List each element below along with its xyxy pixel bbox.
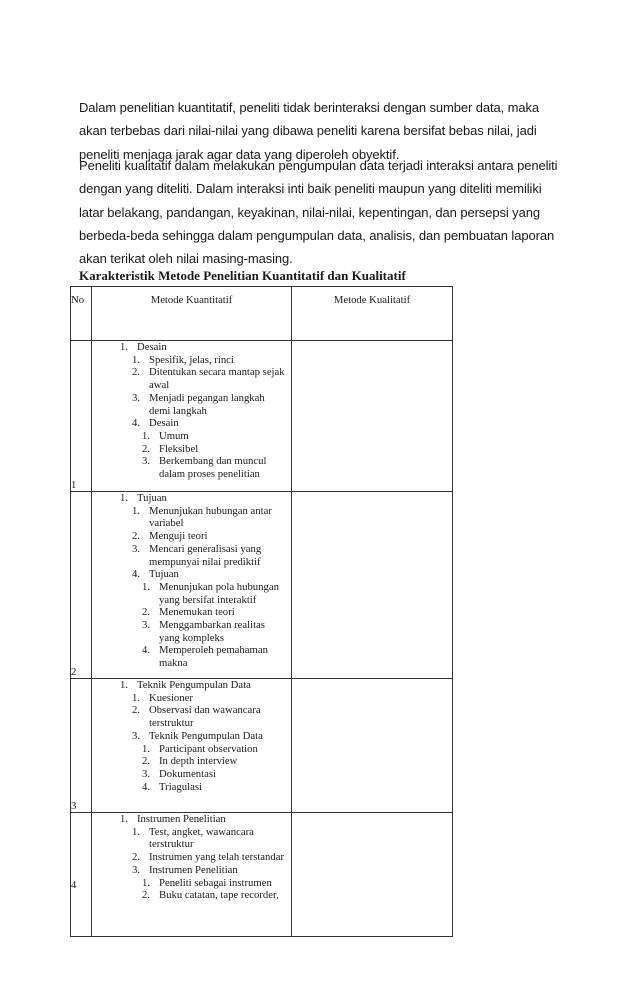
paragraph-line: Peneliti kualitatif dalam melakukan pengumpulan data terjadi interaksi antara peneliti <box>79 158 558 173</box>
table-header-row <box>71 287 453 341</box>
list-item-text: Instrumen Penelitian <box>149 863 238 876</box>
list-item-number: 4. <box>142 780 151 793</box>
list-item-text: yang bersifat interaktif <box>159 593 257 606</box>
list-item <box>92 568 291 581</box>
table-body <box>71 341 453 937</box>
list-item-text: makna <box>159 657 188 670</box>
list-item-text: Desain <box>149 417 179 430</box>
list-item <box>92 430 291 443</box>
list-item-text: Menggambarkan realitas <box>159 619 265 632</box>
paragraph-line: latar belakang, pandangan, keyakinan, nilai-nilai, kepentingan, dan persepsi yang <box>79 204 540 220</box>
list-item <box>92 366 291 379</box>
list-item-number: 1. <box>142 429 151 442</box>
list-item <box>92 581 291 594</box>
row-number: 4 <box>71 813 92 937</box>
list-item <box>92 417 291 430</box>
list-item <box>92 679 291 692</box>
list-item-text: Instrumen Penelitian <box>137 813 226 825</box>
list-item-number: 1. <box>142 742 151 755</box>
list-item <box>92 341 291 354</box>
list-item-text: Menguji teori <box>149 530 208 543</box>
paragraph-line: Dalam penelitian kuantitatif, peneliti tidak berinteraksi dengan sumber data, maka <box>79 100 540 115</box>
list-item <box>92 619 291 632</box>
list-item-text: Kuesioner <box>149 691 193 704</box>
list-item <box>92 768 291 781</box>
list-item-number: 2. <box>142 755 151 768</box>
list-item-text: Tujuan <box>149 568 179 581</box>
list-item <box>92 838 291 851</box>
list-item-number: 1. <box>120 341 129 353</box>
list-item <box>92 556 291 569</box>
list-item <box>92 505 291 518</box>
qualitative-cell <box>292 341 453 492</box>
list-item-number: 2. <box>132 366 141 379</box>
list-item-number: 2. <box>142 442 151 455</box>
list-item <box>92 606 291 619</box>
list-item-text: Ditentukan secara mantap sejak <box>149 366 285 379</box>
paragraph-line: berbeda-beda sehingga dalam pengumpulan data, analisis, dan pembuatan laporan <box>79 227 555 243</box>
list-item <box>92 517 291 530</box>
list-item <box>92 755 291 768</box>
list-item-number: 1. <box>132 825 141 838</box>
list-item <box>92 468 291 481</box>
characteristics-table <box>70 286 453 937</box>
list-item-number: 3. <box>132 863 141 876</box>
list-item-text: Fleksibel <box>159 442 199 455</box>
list-item-text: Observasi dan wawancara <box>149 704 261 717</box>
paragraph-line: akan terbebas dari nilai-nilai yang dibawa peneliti karena bersifat bebas nilai, jadi <box>79 123 537 139</box>
list-item <box>92 826 291 839</box>
list-item-text: Menunjukan pola hubungan <box>159 580 279 593</box>
list-item-text: Menjadi pegangan langkah <box>149 391 265 404</box>
list-item-text: In depth interview <box>159 755 238 768</box>
list-item-number: 2. <box>142 606 151 619</box>
list-item-text: Triagulasi <box>159 780 202 793</box>
row-number: 3 <box>71 679 92 813</box>
list-item-number: 3. <box>142 767 151 780</box>
list-item-text: Teknik Pengumpulan Data <box>149 729 263 742</box>
list-item-number: 4. <box>132 568 141 581</box>
header-qualitative: Metode Kualitatif <box>292 287 453 341</box>
list-item <box>92 443 291 456</box>
list-item <box>92 543 291 556</box>
list-item-number: 2. <box>142 889 151 902</box>
list-item-text: Teknik Pengumpulan Data <box>137 679 251 691</box>
table-row <box>71 492 453 679</box>
list-item <box>92 405 291 418</box>
list-item-number: 2. <box>132 851 141 864</box>
list-item-number: 3. <box>132 542 141 555</box>
list-item-number: 3. <box>132 391 141 404</box>
list-item-text: terstruktur <box>149 838 194 851</box>
list-item <box>92 354 291 367</box>
paragraph-line: akan terikat oleh nilai masing-masing. <box>79 251 293 267</box>
list-item-text: demi langkah <box>149 404 207 417</box>
paragraph-line: peneliti menjaga jarak agar data yang diperoleh obyektif. <box>79 146 400 162</box>
list-item-number: 1. <box>120 679 129 691</box>
list-item-number: 1. <box>120 813 129 825</box>
list-item <box>92 455 291 468</box>
list-item-text: Menunjukan hubungan antar <box>149 504 272 517</box>
list-item-text: yang kompleks <box>159 631 225 644</box>
list-item-text: Umum <box>159 429 189 442</box>
list-item <box>92 392 291 405</box>
list-item-number: 1. <box>142 580 151 593</box>
list-item <box>92 877 291 890</box>
table-row <box>71 679 453 813</box>
quantitative-cell <box>92 813 292 937</box>
list-item-text: mempunyai nilai prediktif <box>149 555 261 568</box>
list-item-text: Desain <box>137 341 167 353</box>
list-item-text: awal <box>149 379 170 392</box>
list-item-text: Test, angket, wawancara <box>149 825 254 838</box>
qualitative-cell <box>292 492 453 679</box>
list-item <box>92 632 291 645</box>
table-title: Karakteristik Metode Penelitian Kuantitatif dan Kualitatif <box>79 268 406 283</box>
list-item <box>92 530 291 543</box>
quantitative-cell <box>92 341 292 492</box>
list-item <box>92 692 291 705</box>
list-item <box>92 657 291 670</box>
row-number: 1 <box>71 341 92 492</box>
list-item-text: Spesifik, jelas, rinci <box>149 353 234 366</box>
list-item <box>92 379 291 392</box>
list-item-text: Tujuan <box>137 492 167 504</box>
list-item <box>92 492 291 505</box>
list-item <box>92 889 291 902</box>
list-item-number: 1. <box>132 353 141 366</box>
list-item <box>92 717 291 730</box>
list-item-text: Mencari generalisasi yang <box>149 542 262 555</box>
list-item-number: 1. <box>120 492 129 504</box>
quantitative-cell <box>92 492 292 679</box>
list-item-text: Peneliti sebagai instrumen <box>159 876 272 889</box>
list-item <box>92 644 291 657</box>
list-item-text: Participant observation <box>159 742 258 755</box>
list-item-number: 1. <box>132 691 141 704</box>
list-item <box>92 594 291 607</box>
list-item-text: terstruktur <box>149 717 194 730</box>
list-item <box>92 704 291 717</box>
list-item-number: 3. <box>142 619 151 632</box>
list-item <box>92 730 291 743</box>
list-item <box>92 743 291 756</box>
list-item-number: 3. <box>132 729 141 742</box>
paragraph-qualitative <box>79 154 569 270</box>
list-item-text: Buku catatan, tape recorder, <box>159 889 279 902</box>
list-item-text: Menemukan teori <box>159 606 235 619</box>
list-item <box>92 851 291 864</box>
list-item-number: 1. <box>142 876 151 889</box>
quantitative-cell <box>92 679 292 813</box>
list-item <box>92 864 291 877</box>
header-quantitative: Metode Kuantitatif <box>92 287 292 341</box>
list-item-text: Dokumentasi <box>159 767 216 780</box>
list-item <box>92 781 291 794</box>
row-number: 2 <box>71 492 92 679</box>
list-item-number: 4. <box>132 417 141 430</box>
qualitative-cell <box>292 813 453 937</box>
header-no: No <box>71 287 92 341</box>
list-item-text: Instrumen yang telah terstandar <box>149 851 285 864</box>
list-item-text: Memperoleh pemahaman <box>159 644 268 657</box>
list-item-text: dalam proses penelitian <box>159 468 260 481</box>
list-item-number: 2. <box>132 704 141 717</box>
list-item-text: variabel <box>149 517 184 530</box>
list-item-number: 4. <box>142 644 151 657</box>
list-item-number: 1. <box>132 504 141 517</box>
list-item-text: Berkembang dan muncul <box>159 455 267 468</box>
list-item-number: 2. <box>132 530 141 543</box>
list-item-number: 3. <box>142 455 151 468</box>
table-row <box>71 813 453 937</box>
paragraph-line: dengan yang diteliti. Dalam interaksi inti baik peneliti maupun yang diteliti memiliki <box>79 181 542 197</box>
table-row <box>71 341 453 492</box>
list-item <box>92 813 291 826</box>
qualitative-cell <box>292 679 453 813</box>
